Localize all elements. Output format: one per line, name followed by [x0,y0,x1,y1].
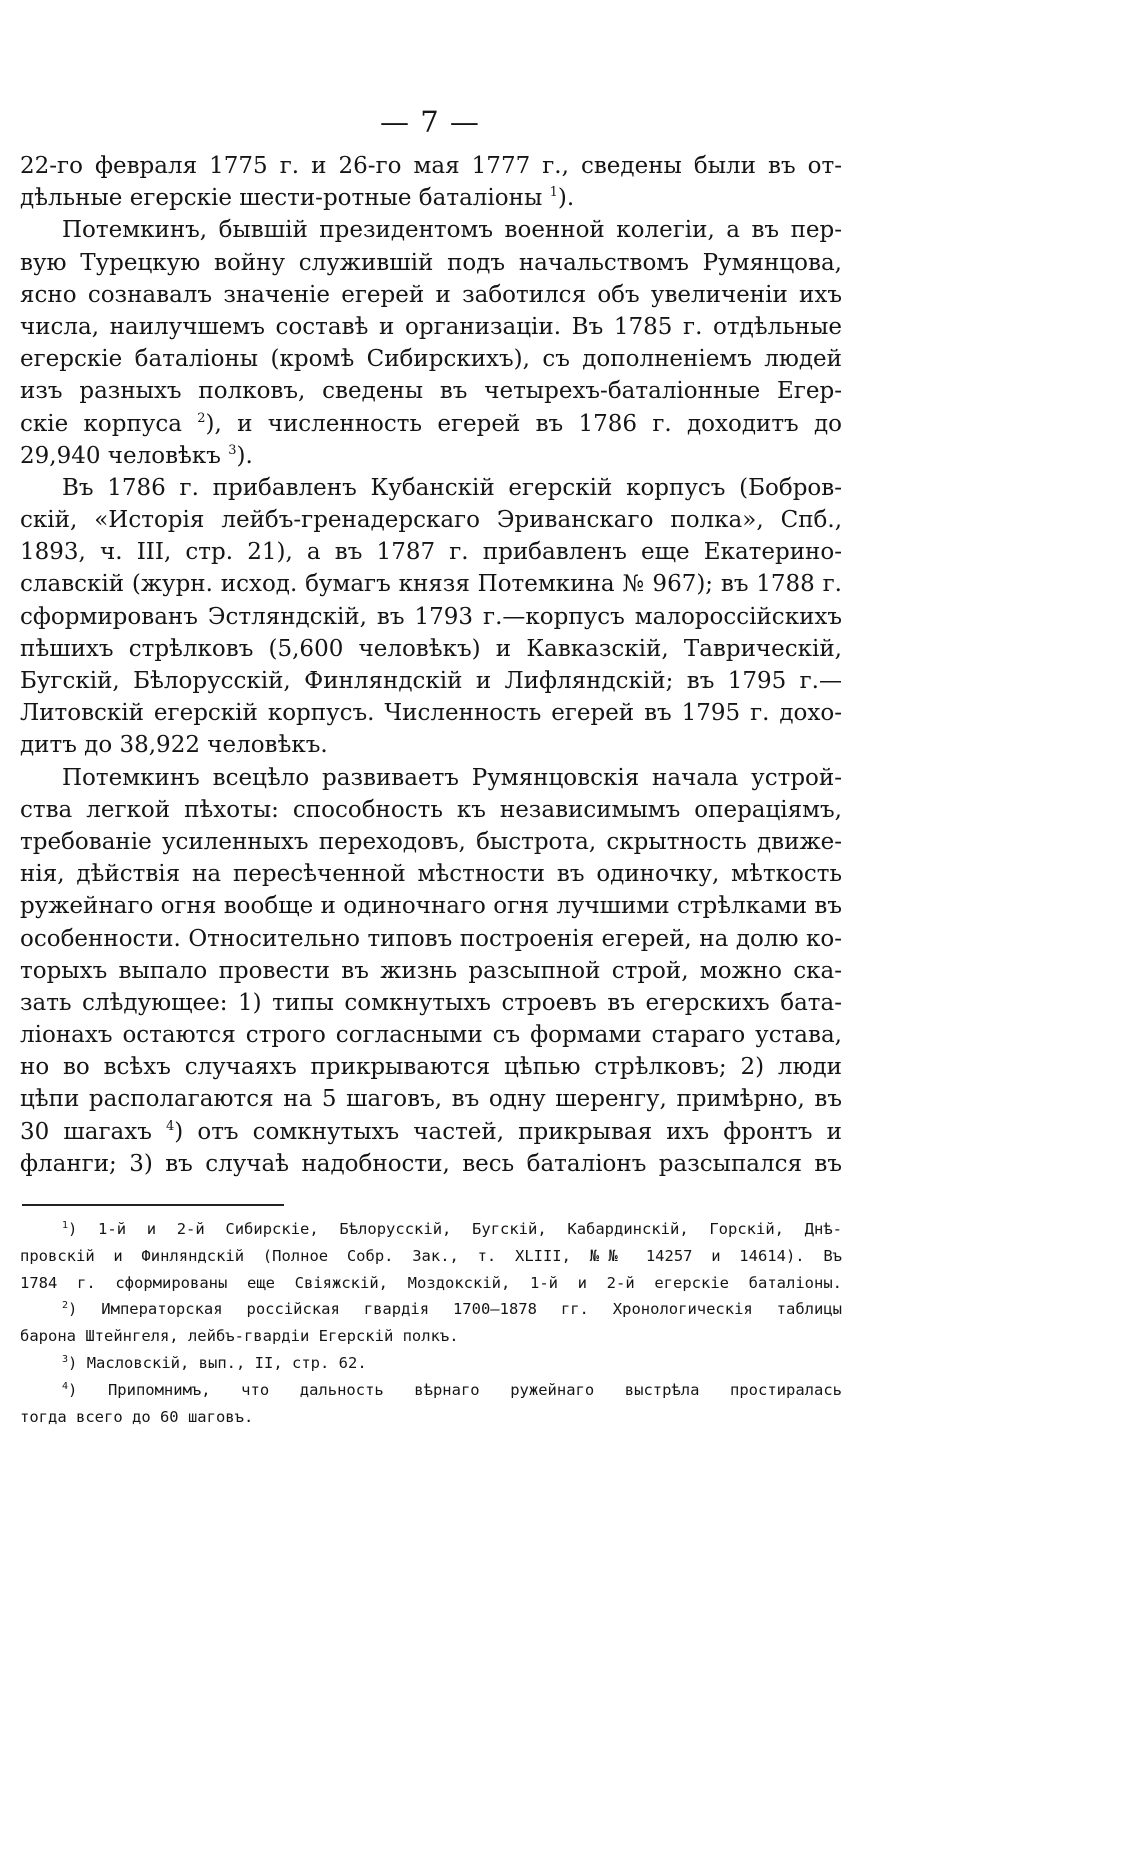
text-line: фланги; 3) въ случаѣ надобности, весь баталіонъ разсыпался въ [20,1150,842,1177]
text-line: егерскіе баталіоны (кромѣ Сибирскихъ), съ дополненіемъ людей [20,346,842,373]
text-line: 1893, ч. III, стр. 21), а въ 1787 г. прибавленъ еще Екатерино- [20,539,842,566]
text-line: цѣпи располагаются на 5 шаговъ, въ одну шеренгу, примѣрно, въ [20,1086,842,1113]
text-line: Потемкинъ всецѣло развиваетъ Румянцовскія начала устрой- [62,764,842,791]
text-line: 22-го февраля 1775 г. и 26-го мая 1777 г., сведены были въ от- [20,153,842,179]
text-line: ружейнаго огня вообще и одиночнаго огня лучшими стрѣлками въ [20,893,842,920]
footnote-ref: 3 [228,442,237,458]
text-line: изъ разныхъ полковъ, сведены въ четырехъ-баталіонные Егер- [20,378,842,405]
footnotes [20,1216,842,1430]
footnote-line: барона Штейнгеля, лейбъ-гвардіи Егерскій полкъ. [20,1327,459,1346]
footnote-ref: 2 [197,410,206,426]
main-text [20,150,842,1180]
footnote-marker: 2 [62,1300,69,1312]
footnote-marker: 3 [62,1353,69,1365]
text-line: Литовскій егерскій корпусъ. Численность егерей въ 1795 г. дохо- [20,700,842,727]
text-line: ства легкой пѣхоты: способность къ независимымъ операціямъ, [20,796,842,823]
text-line: славскій (журн. исход. бумагъ князя Потемкина № 967); въ 1788 г. [20,571,842,598]
footnote-line: $^2$) Императорская россійская гвардія 1700—1878 гг. Хронологическія таблицы [62,1300,842,1319]
text-line: пѣшихъ стрѣлковъ (5,600 человѣкъ) и Кавказскій, Таврическій, [20,635,842,662]
footnote-line: $^3$) Масловскій, вып., II, стр. 62. [62,1353,367,1372]
footnote-line: провскій и Финляндскій (Полное Собр. Зак., т. XLIII, №№ 14257 и 14614). Въ [20,1246,842,1265]
text-line: вую Турецкую войну служившій подъ начальствомъ Румянцова, [20,249,842,276]
text-line: скіе корпуса $^2$), и численность егерей въ 1786 г. доходитъ до [20,410,842,437]
text-line: но во всѣхъ случаяхъ прикрываются цѣпью стрѣлковъ; 2) люди [20,1054,842,1081]
page-number: — 7 — [380,105,480,139]
footnote-divider [22,1204,284,1206]
footnote-ref: 4 [165,1118,175,1134]
text-line: Бугскій, Бѣлорусскій, Финляндскій и Лифляндскій; въ 1795 г.— [20,668,842,694]
text-line: требованіе усиленныхъ переходовъ, быстрота, скрытность движе- [20,828,842,855]
text-line: Потемкинъ, бывшій президентомъ военной колегіи, а въ пер- [62,217,842,244]
footnote-ref: 1 [549,185,558,201]
text-line: 30 шагахъ $^4$) отъ сомкнутыхъ частей, прикрывая ихъ фронтъ и [20,1118,843,1145]
text-line: нія, дѣйствія на пересѣченной мѣстности въ одиночку, мѣткость [20,861,842,888]
text-line: 29,940 человѣкъ $^3$). [20,442,253,469]
footnote-line: 1784 г. сформированы еще Свіяжскій, Моздокскій, 1-й и 2-й егерскіе баталіоны. [20,1273,842,1292]
text-line: торыхъ выпало провести въ жизнь разсыпной строй, можно ска- [20,957,842,984]
footnote-line: $^4$) Припомнимъ, что дальность вѣрнаго ружейнаго выстрѣла простиралась [62,1380,842,1399]
text-line: дѣльные егерскіе шести-ротные баталіоны $^1$). [20,185,575,212]
footnote-line: $^1$) 1-й и 2-й Сибирскіе, Бѣлорусскій, Бугскій, Кабардинскій, Горскій, Днѣ- [62,1220,842,1238]
text-line: дитъ до 38,922 человѣкъ. [20,732,328,759]
text-line: сформированъ Эстляндскій, въ 1793 г.—корпусъ малороссійскихъ [20,603,842,630]
text-line: зать слѣдующее: 1) типы сомкнутыхъ строевъ въ егерскихъ бата- [20,989,842,1016]
text-line: Въ 1786 г. прибавленъ Кубанскій егерскій корпусъ (Бобров- [62,474,842,501]
footnote-line: тогда всего до 60 шаговъ. [20,1407,254,1426]
text-line: особенности. Относительно типовъ построенія егерей, на долю ко- [20,925,842,952]
text-line: скій, «Исторія лейбъ-гренадерскаго Эриванскаго полка», Спб., [20,507,842,534]
text-line: ліонахъ остаются строго согласными съ формами стараго устава, [20,1022,842,1049]
footnote-marker: 4 [62,1380,69,1392]
text-line: числа, наилучшемъ составѣ и организаціи. Въ 1785 г. отдѣльные [20,313,842,340]
footnote-marker: 1 [62,1220,69,1231]
text-line: ясно сознавалъ значеніе егерей и заботился объ увеличеніи ихъ [20,281,842,308]
